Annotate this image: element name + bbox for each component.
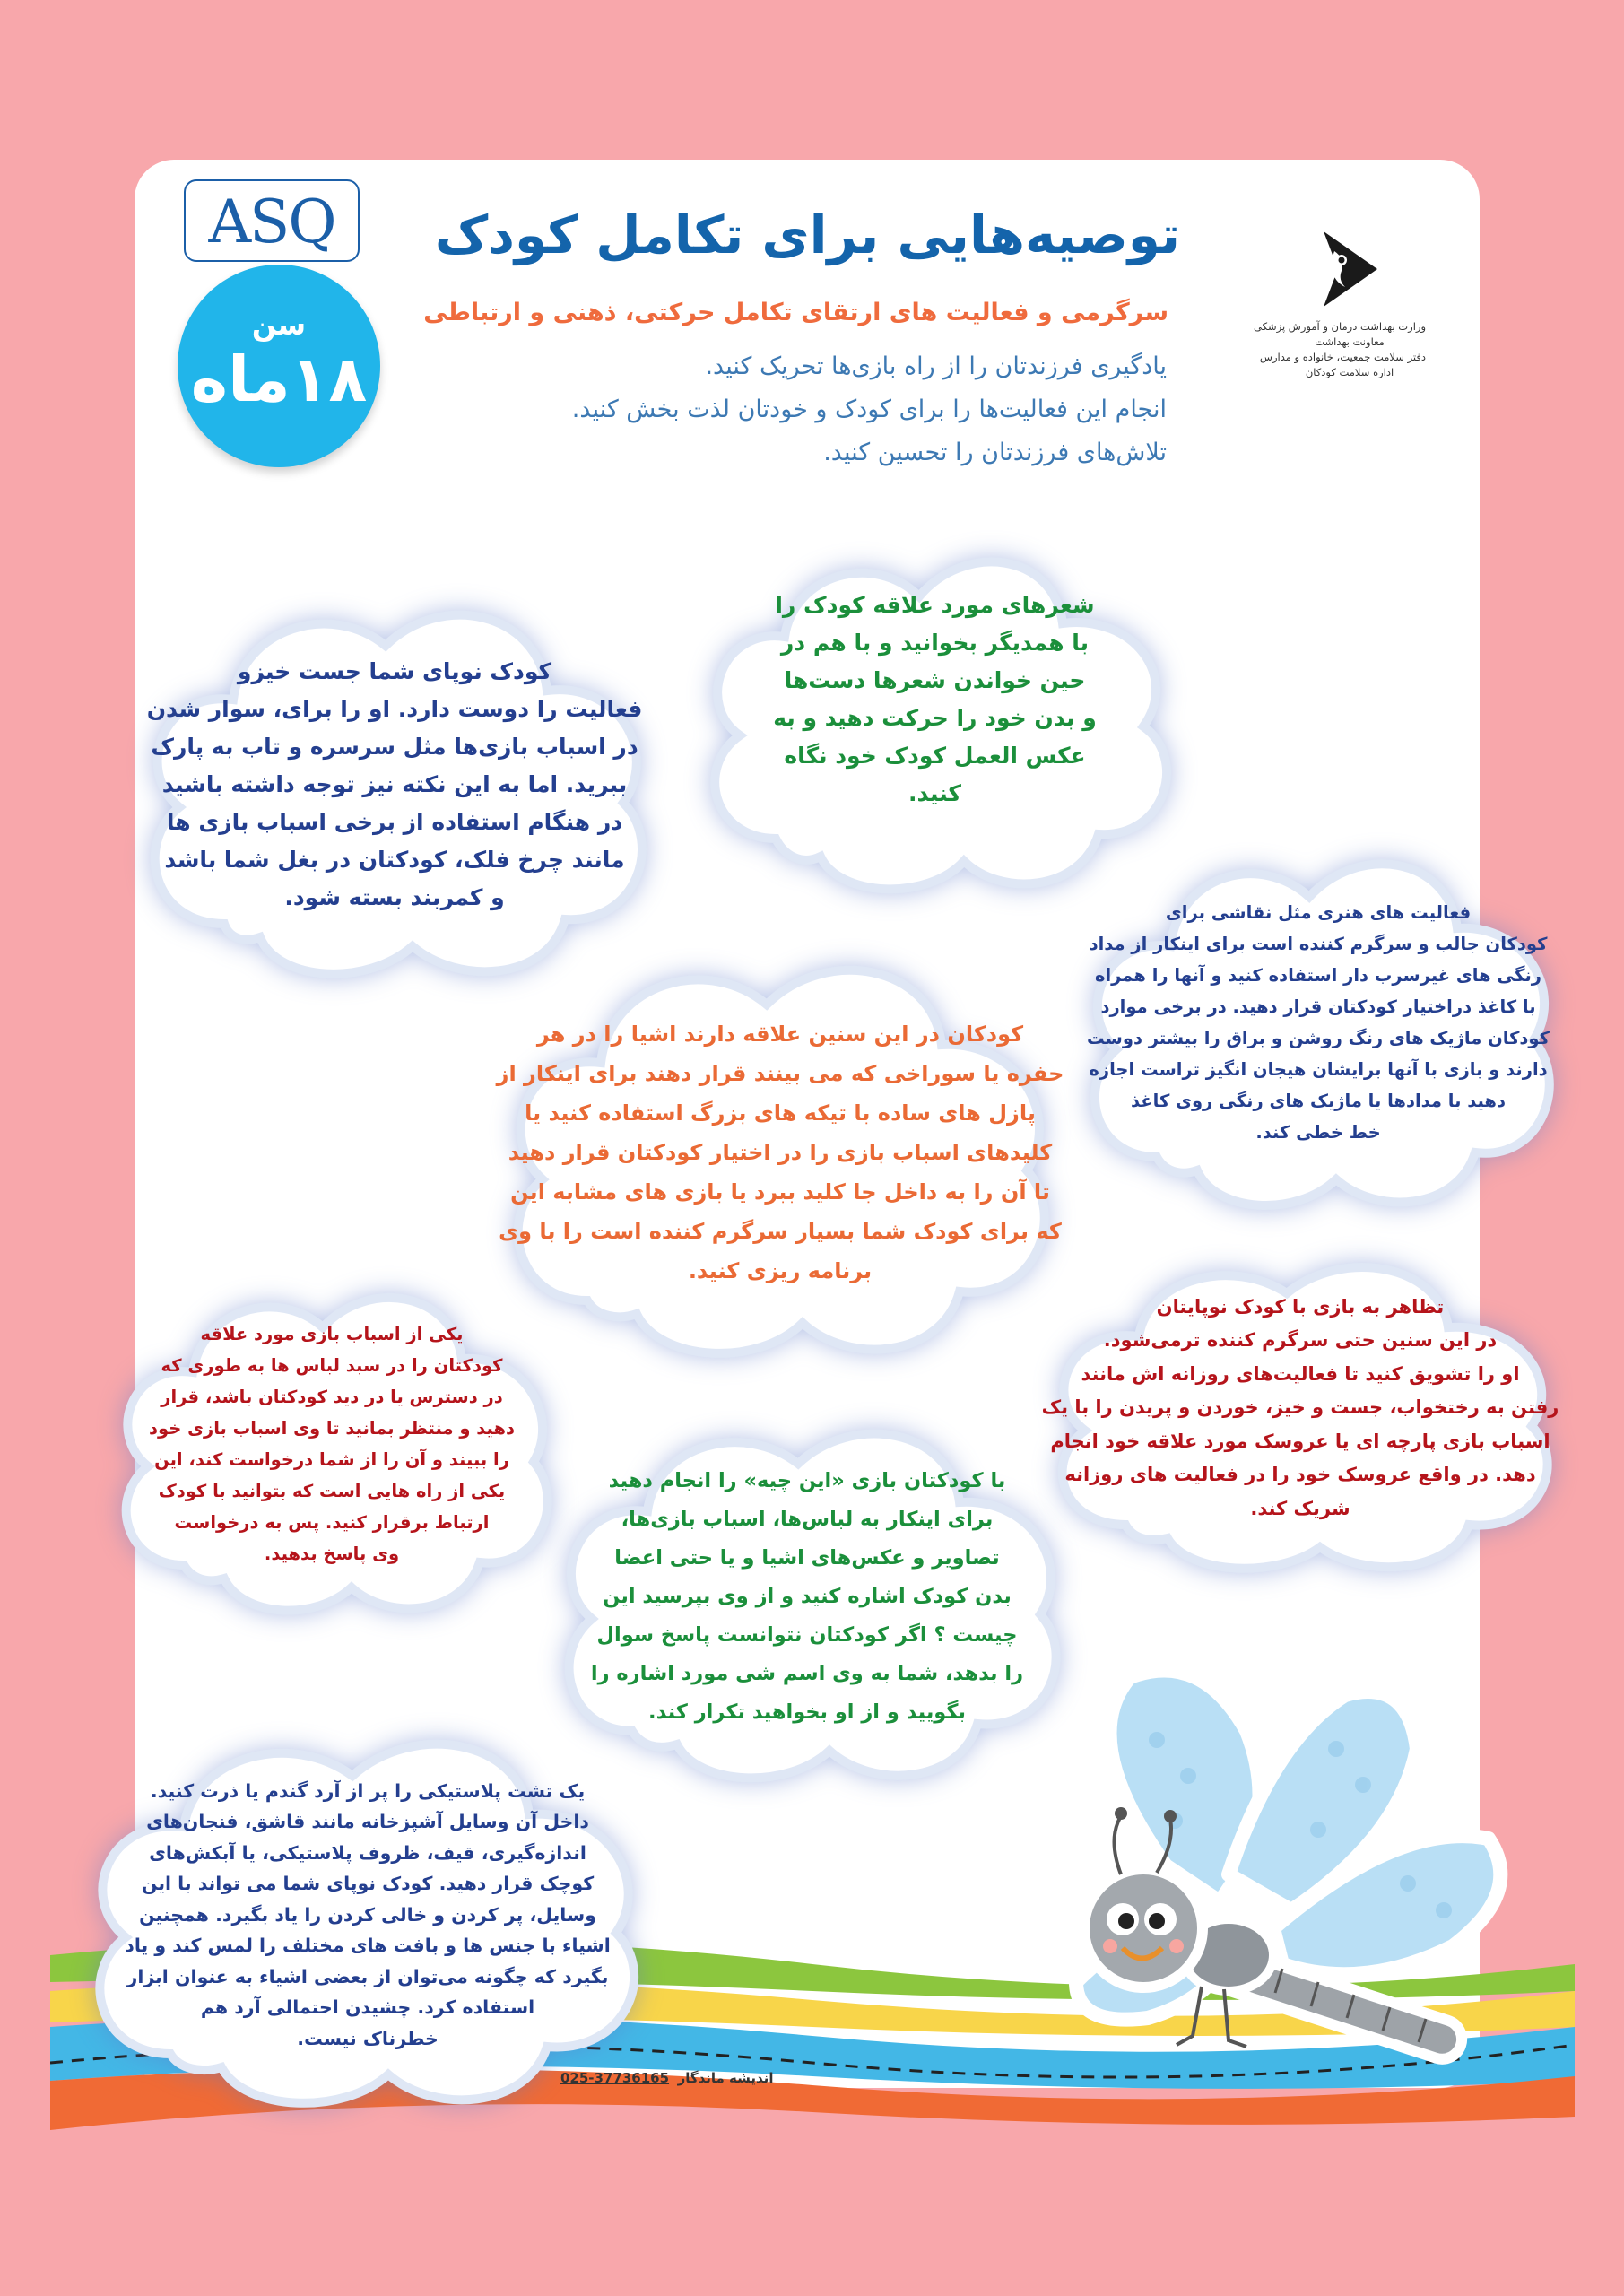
age-label: سن [251,308,307,342]
asq-logo: ASQ [184,179,360,262]
age-badge [178,265,380,467]
tip-line: وسایل، پر کردن و خالی کردن را یاد بگیرد. همچنین [139,1903,596,1926]
tip-line: شعرهای مورد علاقه کودک را [775,592,1095,618]
credit-phone: 025-37736165 [560,2070,670,2086]
tip-line: کلیدهای اسباب بازی را در اختیار کودکتان قرار دهید [508,1140,1053,1165]
tip-line: را بدهد، شما به وی اسم شی مورد اشاره را [590,1661,1024,1685]
tip-line: رنگی های غیرسرب دار استفاده کنید و آنها را همراه [1094,965,1542,986]
page-subtitle: سرگرمی و فعالیت های ارتقای تکامل حرکتی، ذهنی و ارتباطی [423,299,1168,326]
ministry-line: وزارت بهداشت درمان و آموزش پزشکی [1254,320,1426,333]
tip-cloud-hidden-toy [99,1265,565,1623]
tip-text [147,653,643,917]
tip-line: بگیرد که چگونه می‌توان از بعضی اشیاء به عنوان ابزار [126,1965,609,1987]
tip-line: در این سنین حتی سرگرم کننده ترمی‌شود. [1103,1329,1498,1352]
tip-cloud-puzzles [484,933,1076,1372]
tip-line: خط خطی کند. [1255,1122,1381,1143]
tip-line: برای اینکار به لباس‌ها، اسباب بازی‌ها، [621,1507,994,1531]
tip-line: عکس العمل کودک خود نگاه [784,743,1086,769]
tip-line: اندازه‌گیری، قیف، ظروف پلاستیکی، یا آبکش‌های [149,1841,586,1864]
tip-line: دارند و بازی با آنها برایشان هیجان انگیز تراست اجازه [1089,1059,1548,1080]
tip-line: یکی از راه هایی است که بتوانید با کودک [158,1481,506,1501]
tip-line: کودک نوپای شما جست خیزو [237,658,552,684]
tip-line: فعالیت های هنری مثل نقاشی برای [1165,902,1472,923]
tip-line: فعالیت را دوست دارد. او را برای، سوار شدن [146,696,643,722]
tip-line: او را تشویق کنید تا فعالیت‌های روزانه اش مانند [1081,1362,1520,1385]
tip-line: در اسباب بازی‌ها مثل سرسره و تاب به پارک [151,734,638,760]
tip-text [125,1776,610,2055]
tip-line: در دسترس یا در دید کودکتان باشد، قرار [161,1387,503,1407]
tip-cloud-pretend [1031,1238,1569,1578]
tip-line: دهد. در واقع عروسک خود را در فعالیت های روزانه [1064,1464,1536,1486]
tip-line: کودکتان را در سبد لباس ها به طوری که [161,1355,503,1376]
intro-line: یادگیری فرزندتان را از راه بازی‌ها تحریک کنید. [705,352,1167,380]
tip-line: رفتن به رختخواب، جست و خیز، خوردن و پریدن را با یک [1041,1396,1559,1419]
tip-line: با کودکتان بازی «این چیه» را انجام دهید [608,1468,1006,1492]
tip-text [591,1462,1023,1732]
tip-text [1087,897,1550,1148]
tip-cloud-painting [1067,825,1569,1220]
ministry-line: اداره سلامت کودکان [1305,366,1394,378]
tip-line: با کاغذ دراختیار کودکتان قرار دهید. در برخی موارد [1100,996,1536,1017]
tip-line: و کمربند بسته شود. [284,884,505,910]
tip-line: پازل های ساده با تیکه های بزرگ استفاده کنید یا [525,1100,1036,1126]
tip-line: کودکان ماژیک های رنگ روشن و براق را بیشتر دوست [1087,1028,1550,1048]
tip-line: برنامه ریزی کنید. [688,1258,873,1283]
tip-line: ارتباط برقرار کنید. پس به درخواست [174,1512,490,1533]
tip-line: ببرید. اما به این نکته نیز توجه داشته باشید [161,771,628,797]
tip-line: اسباب بازی پارچه ای یا عروسک مورد علاقه خود انجام [1050,1430,1550,1452]
tip-line: و بدن خود را حرکت دهید و به [773,705,1097,731]
tip-line: یکی از اسباب بازی مورد علاقه [200,1324,464,1344]
tip-line: تا آن را به داخل جا کلید ببرد یا بازی های مشابه این [510,1179,1050,1205]
tip-cloud-playground [126,583,664,987]
page-title: توصیه‌هایی برای تکامل کودک [434,204,1180,265]
tip-line: تظاهر به بازی با کودک نوپایتان [1156,1295,1445,1318]
tip-cloud-kitchen [67,1709,668,2121]
intro-line: انجام این فعالیت‌ها را برای کودک و خودتان لذت بخش کنید. [571,396,1167,423]
tip-line: مانند چرخ فلک، کودکتان در بغل شما باشد [164,847,625,873]
tip-line: تصاویر و عکس‌های اشیا و یا حتی اعضا [614,1545,1000,1570]
intro-list [360,345,1167,474]
tip-text [497,1014,1064,1291]
ministry-line: معاونت بهداشت [1315,335,1385,348]
ministry-emblem-icon [1315,224,1385,314]
credit-line [560,2070,773,2086]
tip-line: یک تشت پلاستیکی را پر از آرد گندم یا ذرت کنید. [150,1779,586,1802]
ministry-block [1254,224,1426,380]
tip-line: را ببیند و آن را از شما درخواست کند، این [154,1449,509,1470]
tip-line: بگویید و از او بخواهید تکرار کند. [648,1700,966,1724]
tip-line: وی پاسخ بدهید. [264,1544,400,1564]
tip-text [149,1318,515,1570]
tip-line: کوچک قرار دهید. کودک نوپای شما می تواند با این [141,1873,595,1895]
tip-line: حین خواندن شعرها دست‌ها [784,667,1086,693]
ministry-line: دفتر سلامت جمعیت، خانواده و مدارس [1259,351,1426,363]
tip-line: کودکان جالب و سرگرم کننده است برای اینکار از مداد [1089,934,1548,954]
tip-line: داخل آن وسایل آشپزخانه مانند قاشق، فنجان‌های [146,1811,589,1833]
tip-line: دهید و منتظر بمانید تا وی اسباب بازی خود [149,1418,515,1439]
intro-line: تلاش‌های فرزندتان را تحسین کنید. [823,439,1167,466]
dragonfly-mascot-icon [1022,1659,1524,2126]
tip-line: کودکان در این سنین علاقه دارند اشیا را در هر [536,1022,1024,1047]
tip-line: استفاده کرد. چشیدن احتمالی آرد هم [200,1996,535,2019]
tip-line: با همدیگر بخوانید و با هم در [780,630,1090,656]
tip-line: بدن کودک اشاره کنید و از وی بپرسید این [603,1584,1012,1608]
tip-line: در هنگام استفاده از برخی اسباب بازی ها [166,809,623,835]
age-value: ۱۸ماه [190,343,368,416]
tip-text [1042,1291,1559,1526]
tip-text [773,587,1097,813]
credit-brand: اندیشه ماندگار [677,2070,774,2086]
tip-line: شریک کند. [1250,1497,1350,1519]
tip-line: اشیاء با جنس ها و بافت های مختلف را لمس کند و یاد [125,1935,611,1957]
tip-line: دهید با مدادها یا ماژیک های رنگی روی کاغذ [1131,1091,1506,1111]
tip-line: حفره یا سوراخی که می بینند قرار دهند برای اینکار از [496,1061,1064,1086]
tip-line: خطرناک نیست. [297,2027,439,2049]
tip-line: چیست ؟ اگر کودکتان نتوانست پاسخ سوال [596,1622,1018,1647]
tip-line: که برای کودک شما بسیار سرگرم کننده است را با وی [499,1219,1062,1244]
tip-line: کنید. [908,780,961,806]
